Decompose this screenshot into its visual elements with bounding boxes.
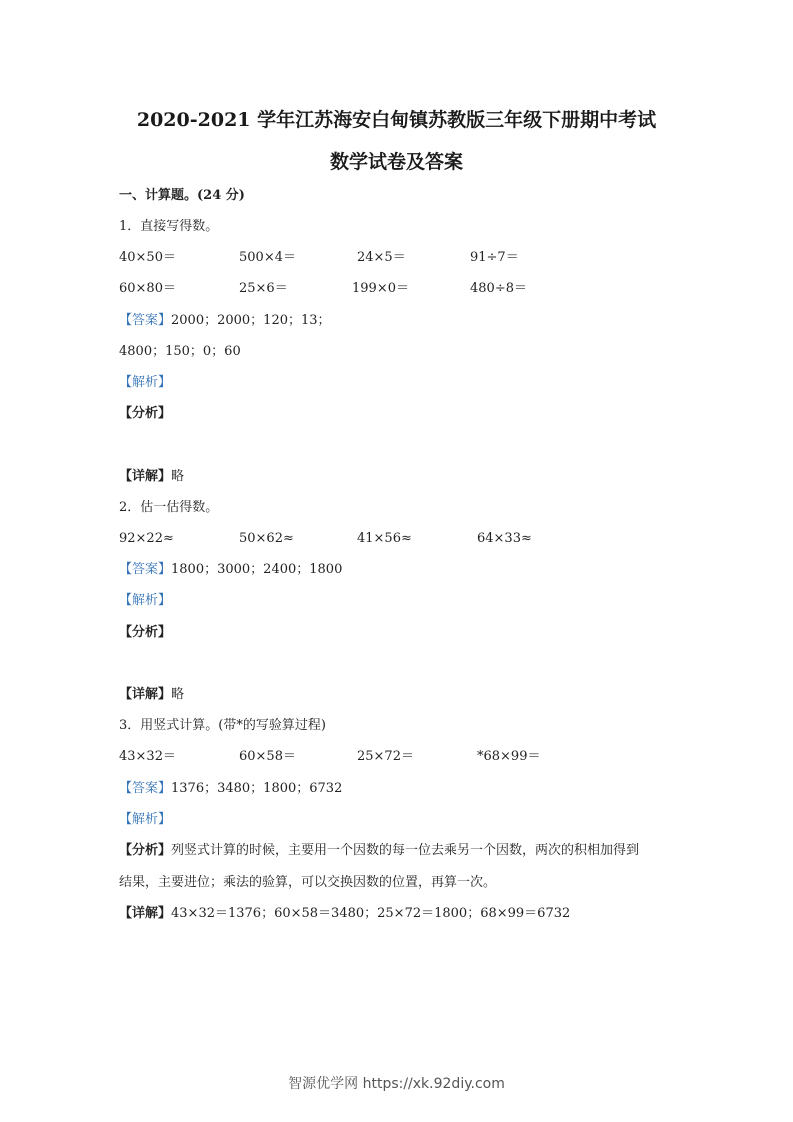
q3-expr: *68×99＝ (477, 749, 541, 764)
q2-xiangjie (119, 687, 184, 703)
q2-expr: 64×33≈ (477, 531, 532, 546)
q2-answer (119, 562, 342, 578)
q2-jiexi: 【解析】 (119, 593, 172, 608)
q1-fenxi: 【分析】 (119, 406, 172, 421)
q2-fenxi: 【分析】 (119, 625, 172, 640)
q2-expr: 50×62≈ (239, 531, 294, 546)
q3-fenxi-line2: 结果，主要进位；乘法的验算，可以交换因数的位置，再算一次。 (119, 875, 497, 890)
fenxi-tag: 【分析】 (119, 843, 172, 858)
q2-expr: 92×22≈ (119, 531, 174, 546)
q2-expr: 41×56≈ (357, 531, 412, 546)
q3-expr: 43×32＝ (119, 749, 176, 764)
q1-expr: 40×50＝ (119, 250, 176, 265)
answer-text: 1800；3000；2400；1800 (171, 562, 343, 577)
q1-xiangjie (119, 469, 184, 485)
q3-fenxi (119, 843, 639, 859)
q1-expr: 25×6＝ (239, 281, 288, 296)
fenxi-text: 列竖式计算的时候，主要用一个因数的每一位去乘另一个因数，两次的积相加得到 (171, 843, 640, 858)
footer-watermark: 智源优学网 https://xk.92diy.com (288, 1076, 505, 1092)
xiangjie-tag: 【详解】 (119, 906, 172, 921)
q3-stem: 3．用竖式计算。(带*的写验算过程) (119, 718, 326, 733)
xiangjie-tag: 【详解】 (119, 469, 172, 484)
q1-answer-line2: 4800；150；0；60 (119, 344, 241, 359)
q1-expr: 480÷8＝ (470, 281, 527, 296)
q1-stem: 1．直接写得数。 (119, 219, 219, 234)
q3-xiangjie (119, 906, 570, 922)
q1-expr: 24×5＝ (357, 250, 406, 265)
section-heading: 一、计算题。(24 分) (119, 188, 245, 203)
q1-expr: 60×80＝ (119, 281, 176, 296)
answer-tag: 【答案】 (119, 313, 172, 328)
xiangjie-text: 略 (171, 469, 185, 484)
q1-expr: 91÷7＝ (470, 250, 519, 265)
document-title-line1: 2020-2021 学年江苏海安白甸镇苏教版三年级下册期中考试 (136, 109, 657, 131)
q3-answer (119, 781, 342, 797)
q3-expr: 60×58＝ (239, 749, 296, 764)
xiangjie-tag: 【详解】 (119, 687, 172, 702)
q1-expr: 500×4＝ (239, 250, 296, 265)
q1-jiexi: 【解析】 (119, 375, 172, 390)
xiangjie-text: 43×32＝1376；60×58＝3480；25×72＝1800；68×99＝6732 (171, 906, 571, 921)
q3-expr: 25×72＝ (357, 749, 414, 764)
document-title-line2: 数学试卷及答案 (329, 151, 463, 173)
answer-text: 1376；3480；1800；6732 (171, 781, 343, 796)
q3-jiexi: 【解析】 (119, 812, 172, 827)
answer-tag: 【答案】 (119, 562, 172, 577)
answer-text: 2000；2000；120；13； (171, 313, 331, 328)
q1-answer (119, 313, 331, 329)
xiangjie-text: 略 (171, 687, 185, 702)
q2-stem: 2．估一估得数。 (119, 500, 219, 515)
answer-tag: 【答案】 (119, 781, 172, 796)
q1-expr: 199×0＝ (352, 281, 409, 296)
